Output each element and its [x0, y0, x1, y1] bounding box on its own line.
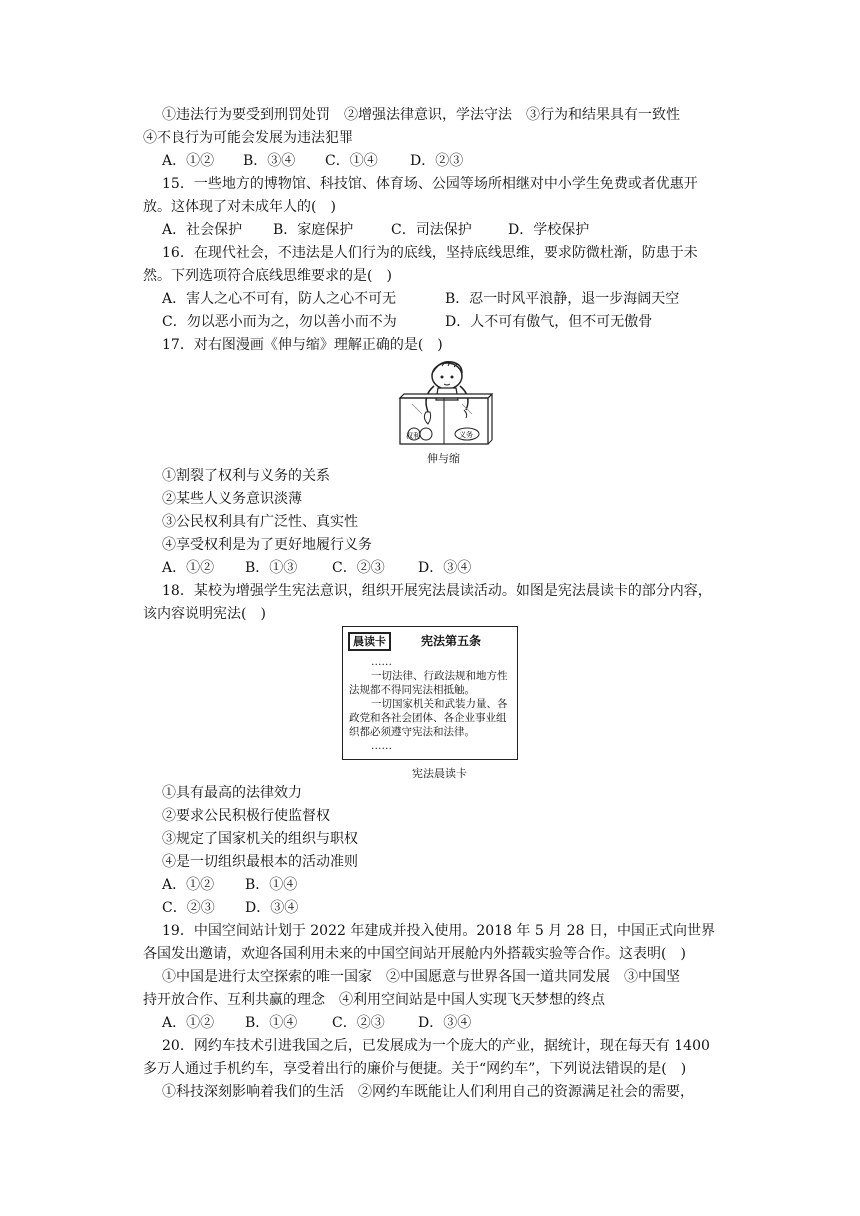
card-line: …… — [371, 740, 392, 752]
card-caption: 宪法晨读卡 — [412, 767, 467, 780]
choice-b: B．①③ — [245, 560, 298, 576]
q17-stem: 17．对右图漫画《伸与缩》理解正确的是( ) — [162, 337, 443, 353]
q14-choices — [162, 151, 463, 171]
q17-choices — [162, 558, 471, 578]
card-line: …… — [371, 656, 392, 668]
choice-c: C．司法保护 — [391, 222, 472, 238]
choice-d: D．③④ — [418, 560, 472, 576]
q18-item-3: ③规定了国家机关的组织与职权 — [162, 831, 358, 847]
cartoon-stretch-and-shrink — [392, 358, 498, 446]
q15-stem: 15．一些地方的博物馆、科技馆、体育场、公园等场所相继对中小学生免费或者优惠开 — [162, 176, 698, 192]
card-title: 宪法第五条 — [421, 634, 482, 648]
q19-stem: 19．中国空间站计划于 2022 年建成并投入使用。2018 年 5 月 28 日，中国正式向世界 — [162, 923, 715, 939]
q18-stem: 18．某校为增强学生宪法意识，组织开展宪法晨读活动。如图是宪法晨读卡的部分内容， — [162, 583, 712, 599]
q19-stem-2: 各国发出邀请，欢迎各国利用未来的中国空间站开展舱内外搭载实验等合作。这表明( ) — [143, 946, 686, 962]
choice-a: A．①② — [162, 560, 215, 576]
q17-item-2: ②某些人义务意识淡薄 — [162, 491, 302, 507]
q19-options-2: 持开放合作、互利共赢的理念 ④利用空间站是中国人实现飞天梦想的终点 — [143, 992, 605, 1008]
choice-b: B．③④ — [243, 153, 296, 169]
q18-item-4: ④是一切组织最根本的活动准则 — [162, 854, 358, 870]
card-line: 法规都不得同宪法相抵触。 — [349, 684, 475, 696]
constitution-reading-card — [342, 626, 518, 760]
q17-item-1: ①割裂了权利与义务的关系 — [162, 468, 330, 484]
q14-options-line-2: ④不良行为可能会发展为违法犯罪 — [143, 130, 353, 146]
q16-choice-c: C．勿以恶小而为之，勿以善小而不为 — [162, 314, 397, 330]
card-line: 一切法律、行政法规和地方性 — [371, 670, 508, 682]
choice-d: D．学校保护 — [508, 222, 590, 238]
q15-choices — [162, 220, 589, 240]
choice-d: D．②③ — [410, 153, 464, 169]
choice-c: C．①④ — [325, 153, 378, 169]
choice-d: D．③④ — [245, 900, 299, 916]
q20-options: ①科技深刻影响着我们的生活 ②网约车既能让人们利用自己的资源满足社会的需要， — [162, 1084, 694, 1100]
q20-stem: 20．网约车技术引进我国之后，已发展成为一个庞大的产业，据统计，现在每天有 1400 — [162, 1038, 710, 1054]
choice-c: C．②③ — [162, 900, 215, 916]
choice-b: B．①④ — [245, 1015, 298, 1031]
q18-choices-row1 — [162, 875, 297, 895]
card-line: 一切国家机关和武装力量、各 — [371, 698, 508, 710]
choice-d: D．③④ — [418, 1015, 472, 1031]
q16-stem-2: 然。下列选项符合底线思维要求的是( ) — [143, 268, 392, 284]
q18-item-1: ①具有最高的法律效力 — [162, 785, 302, 801]
box-label-rights: 权利 — [406, 432, 420, 440]
q16-choice-a: A．害人之心不可有，防人之心不可无 — [162, 291, 397, 307]
q14-options-line: ①违法行为要受到刑罚处罚 ②增强法律意识，学法守法 ③行为和结果具有一致性 — [162, 107, 680, 123]
q16-stem: 16．在现代社会，不违法是人们行为的底线，坚持底线思维，要求防微杜渐，防患于未 — [162, 245, 698, 261]
q19-choices — [162, 1013, 471, 1033]
choice-a: A．社会保护 — [162, 222, 243, 238]
cartoon-caption: 伸与缩 — [427, 452, 460, 465]
choice-a: A．①② — [162, 877, 215, 893]
card-line: 政党和各社会团体、各企业事业组 — [349, 712, 507, 724]
q20-stem-2: 多万人通过手机约车，享受着出行的廉价与便捷。关于“网约车”，下列说法错误的是( ) — [143, 1061, 687, 1077]
q19-options: ①中国是进行太空探索的唯一国家 ②中国愿意与世界各国一道共同发展 ③中国坚 — [162, 969, 680, 985]
q16-choice-d: D．人不可有傲气，但不可无傲骨 — [445, 314, 653, 330]
q17-item-4: ④享受权利是为了更好地履行义务 — [162, 537, 372, 553]
choice-c: C．②③ — [332, 560, 385, 576]
q18-stem-2: 该内容说明宪法( ) — [143, 606, 266, 622]
choice-c: C．②③ — [332, 1015, 385, 1031]
choice-b: B．①④ — [245, 877, 298, 893]
q15-stem-2: 放。这体现了对未成年人的( ) — [143, 199, 336, 215]
q16-choice-b: B．忍一时风平浪静，退一步海阔天空 — [445, 291, 680, 307]
q18-item-2: ②要求公民积极行使监督权 — [162, 808, 330, 824]
choice-a: A．①② — [162, 153, 215, 169]
choice-a: A．①② — [162, 1015, 215, 1031]
q18-choices-row2 — [162, 898, 298, 918]
q17-item-3: ③公民权利具有广泛性、真实性 — [162, 514, 358, 530]
choice-b: B．家庭保护 — [273, 222, 354, 238]
card-tag: 晨读卡 — [348, 632, 391, 651]
box-label-duties: 义务 — [459, 431, 473, 439]
card-line: 织都必须遵守宪法和法律。 — [349, 726, 475, 738]
